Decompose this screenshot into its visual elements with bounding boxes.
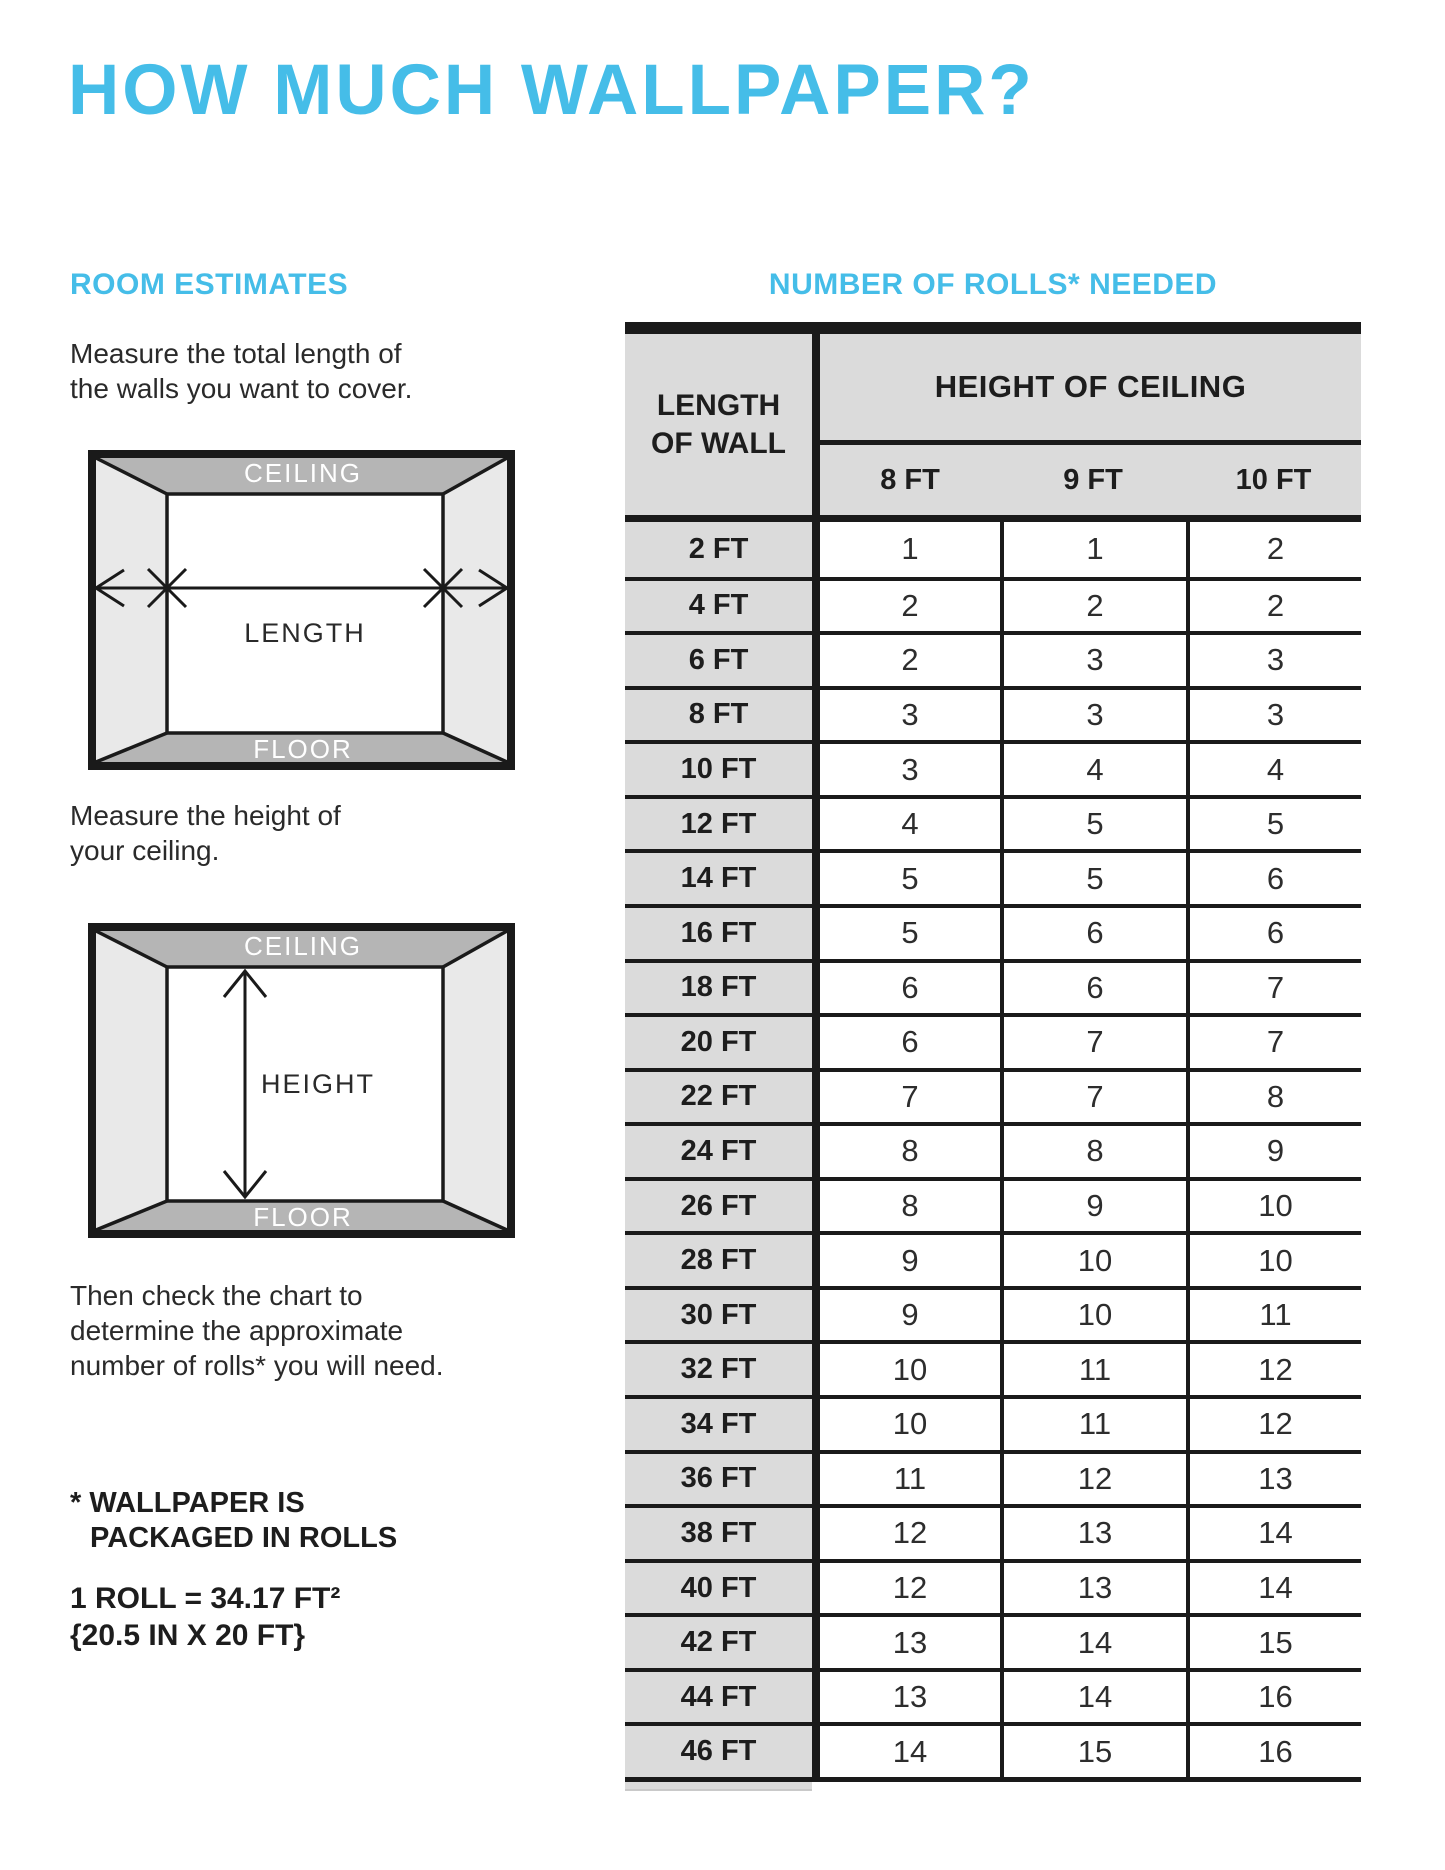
step3-instruction	[70, 1278, 444, 1383]
row-label-cell: 4 FT	[625, 581, 812, 632]
right-wall	[443, 931, 507, 1230]
column-divider	[812, 1017, 820, 1068]
value-cell: 4	[1186, 744, 1361, 795]
table-header	[625, 334, 1361, 515]
row-label-cell: 24 FT	[625, 1126, 812, 1177]
row-label-cell: 16 FT	[625, 908, 812, 959]
column-divider	[812, 853, 820, 904]
row-label-cell: 44 FT	[625, 1672, 812, 1723]
value-cell: 15	[1000, 1726, 1186, 1777]
value-cell: 8	[1000, 1126, 1186, 1177]
room-length-diagram	[88, 450, 515, 770]
value-cell: 10	[1000, 1290, 1186, 1341]
wallpaper-rolls-footnote	[70, 1486, 397, 1556]
value-cell: 12	[820, 1508, 1000, 1559]
column-divider	[812, 1181, 820, 1232]
column-divider	[812, 1563, 820, 1614]
value-cell: 9	[820, 1290, 1000, 1341]
right-wall	[443, 458, 507, 762]
roll-size-line1: 1 ROLL = 34.17 FT²	[70, 1582, 341, 1615]
value-cell: 3	[1000, 635, 1186, 686]
column-divider	[812, 963, 820, 1014]
column-divider	[812, 744, 820, 795]
table-row	[625, 795, 1361, 850]
table-row	[625, 1613, 1361, 1668]
table-top-border	[625, 322, 1361, 334]
footnote-line1: * WALLPAPER IS	[70, 1487, 305, 1519]
step3-line2: determine the approximate	[70, 1315, 404, 1346]
value-cell: 3	[1000, 690, 1186, 741]
column-divider	[812, 1617, 820, 1668]
value-cell: 4	[1000, 744, 1186, 795]
row-label-cell: 20 FT	[625, 1017, 812, 1068]
table-row	[625, 1504, 1361, 1559]
value-cell: 7	[1186, 963, 1361, 1014]
value-cell: 15	[1186, 1617, 1361, 1668]
value-cell: 7	[1000, 1017, 1186, 1068]
length-of-wall-line2: OF WALL	[651, 426, 786, 460]
value-cell: 13	[820, 1672, 1000, 1723]
value-cell: 14	[1000, 1672, 1186, 1723]
back-wall	[167, 494, 443, 733]
column-divider	[812, 1508, 820, 1559]
value-cell: 9	[820, 1235, 1000, 1286]
value-cell: 13	[1000, 1508, 1186, 1559]
value-cell: 10	[1000, 1235, 1186, 1286]
table-row	[625, 1068, 1361, 1123]
row-label-cell: 36 FT	[625, 1454, 812, 1505]
value-cell: 6	[1186, 908, 1361, 959]
step3-line3: number of rolls* you will need.	[70, 1350, 444, 1381]
step1-line1: Measure the total length of	[70, 338, 402, 369]
value-cell: 13	[1000, 1563, 1186, 1614]
value-cell: 12	[1000, 1454, 1186, 1505]
ceiling-height-header-group	[820, 334, 1361, 515]
value-cell: 4	[820, 799, 1000, 850]
table-row	[625, 686, 1361, 741]
column-divider	[812, 1126, 820, 1177]
column-divider	[812, 1072, 820, 1123]
value-cell: 7	[1000, 1072, 1186, 1123]
value-cell: 11	[1000, 1399, 1186, 1450]
value-cell: 14	[820, 1726, 1000, 1777]
floor-label: FLOOR	[253, 1202, 353, 1232]
col-header-8ft: 8 FT	[880, 463, 940, 496]
step2-instruction	[70, 798, 341, 868]
value-cell: 1	[1000, 522, 1186, 577]
table-row	[625, 904, 1361, 959]
value-cell: 3	[820, 690, 1000, 741]
column-headers-row	[820, 445, 1361, 515]
length-of-wall-line1: LENGTH	[656, 388, 781, 422]
row-label-cell: 10 FT	[625, 744, 812, 795]
value-cell: 5	[1000, 799, 1186, 850]
value-cell: 2	[820, 635, 1000, 686]
value-cell: 2	[1186, 522, 1361, 577]
height-label: HEIGHT	[260, 1069, 376, 1099]
value-cell: 12	[1186, 1399, 1361, 1450]
value-cell: 6	[1000, 963, 1186, 1014]
table-row	[625, 1177, 1361, 1232]
row-label-cell: 32 FT	[625, 1344, 812, 1395]
left-wall	[96, 931, 167, 1230]
roll-size-line2: {20.5 IN X 20 FT}	[70, 1619, 306, 1652]
row-label-cell: 2 FT	[625, 522, 812, 577]
value-cell: 6	[1186, 853, 1361, 904]
value-cell: 10	[1186, 1235, 1361, 1286]
label-column-foot-strip	[625, 1782, 812, 1791]
value-cell: 5	[1186, 799, 1361, 850]
value-cell: 10	[1186, 1181, 1361, 1232]
value-cell: 14	[1000, 1617, 1186, 1668]
column-divider	[812, 581, 820, 632]
row-label-cell: 8 FT	[625, 690, 812, 741]
length-of-wall-header	[625, 334, 812, 515]
value-cell: 3	[820, 744, 1000, 795]
value-cell: 3	[1186, 635, 1361, 686]
value-cell: 6	[820, 963, 1000, 1014]
value-cell: 6	[1000, 908, 1186, 959]
row-label-cell: 28 FT	[625, 1235, 812, 1286]
col-header-9ft: 9 FT	[1063, 463, 1123, 496]
ceiling-label: CEILING	[243, 458, 363, 488]
table-row	[625, 1450, 1361, 1505]
footnote-line2: PACKAGED IN ROLLS	[90, 1522, 398, 1554]
value-cell: 10	[820, 1399, 1000, 1450]
value-cell: 16	[1186, 1672, 1361, 1723]
value-cell: 11	[1000, 1344, 1186, 1395]
column-divider	[812, 522, 820, 577]
value-cell: 8	[1186, 1072, 1361, 1123]
value-cell: 2	[1000, 581, 1186, 632]
column-divider	[812, 1344, 820, 1395]
value-cell: 14	[1186, 1508, 1361, 1559]
row-label-cell: 6 FT	[625, 635, 812, 686]
room-estimates-heading: ROOM ESTIMATES	[70, 268, 349, 301]
step2-line2: your ceiling.	[70, 835, 220, 866]
header-bottom-border	[625, 515, 1361, 522]
step1-instruction	[70, 336, 412, 406]
value-cell: 10	[820, 1344, 1000, 1395]
table-row	[625, 740, 1361, 795]
row-label-cell: 14 FT	[625, 853, 812, 904]
row-label-cell: 18 FT	[625, 963, 812, 1014]
row-label-cell: 22 FT	[625, 1072, 812, 1123]
value-cell: 5	[820, 908, 1000, 959]
table-row	[625, 1340, 1361, 1395]
row-label-cell: 12 FT	[625, 799, 812, 850]
row-label-cell: 34 FT	[625, 1399, 812, 1450]
value-cell: 5	[820, 853, 1000, 904]
value-cell: 12	[1186, 1344, 1361, 1395]
value-cell: 7	[1186, 1017, 1361, 1068]
column-divider	[812, 1290, 820, 1341]
column-divider	[812, 799, 820, 850]
table-body	[625, 522, 1361, 1777]
value-cell: 16	[1186, 1726, 1361, 1777]
value-cell: 7	[820, 1072, 1000, 1123]
step1-line2: the walls you want to cover.	[70, 373, 413, 404]
value-cell: 14	[1186, 1563, 1361, 1614]
col-header-10ft: 10 FT	[1235, 463, 1312, 496]
column-divider	[812, 635, 820, 686]
table-row	[625, 959, 1361, 1014]
table-row	[625, 1013, 1361, 1068]
value-cell: 2	[820, 581, 1000, 632]
value-cell: 13	[820, 1617, 1000, 1668]
row-label-cell: 26 FT	[625, 1181, 812, 1232]
table-row	[625, 1395, 1361, 1450]
value-cell: 1	[820, 522, 1000, 577]
table-row	[625, 522, 1361, 577]
roll-size-info	[70, 1580, 340, 1654]
value-cell: 6	[820, 1017, 1000, 1068]
column-divider	[812, 1235, 820, 1286]
value-cell: 8	[820, 1181, 1000, 1232]
column-divider	[812, 1399, 820, 1450]
row-label-cell: 38 FT	[625, 1508, 812, 1559]
row-label-cell: 46 FT	[625, 1726, 812, 1777]
ceiling-label: CEILING	[243, 931, 363, 961]
table-row	[625, 1122, 1361, 1177]
value-cell: 12	[820, 1563, 1000, 1614]
column-divider	[812, 1454, 820, 1505]
table-row	[625, 1286, 1361, 1341]
row-label-cell: 30 FT	[625, 1290, 812, 1341]
room-height-diagram	[88, 923, 515, 1238]
value-cell: 5	[1000, 853, 1186, 904]
table-row	[625, 1668, 1361, 1723]
rolls-needed-heading: NUMBER OF ROLLS* NEEDED	[768, 268, 1218, 301]
table-row	[625, 631, 1361, 686]
floor-label: FLOOR	[253, 734, 353, 764]
table-row	[625, 577, 1361, 632]
column-divider	[812, 690, 820, 741]
column-divider	[812, 1726, 820, 1777]
column-divider	[812, 1672, 820, 1723]
table-row	[625, 849, 1361, 904]
value-cell: 8	[820, 1126, 1000, 1177]
step3-line1: Then check the chart to	[70, 1280, 363, 1311]
step2-line1: Measure the height of	[70, 800, 341, 831]
table-row	[625, 1722, 1361, 1777]
row-label-cell: 40 FT	[625, 1563, 812, 1614]
value-cell: 9	[1000, 1181, 1186, 1232]
value-cell: 11	[1186, 1290, 1361, 1341]
value-cell: 2	[1186, 581, 1361, 632]
column-divider	[812, 334, 820, 515]
length-label: LENGTH	[244, 618, 366, 648]
height-of-ceiling-header: HEIGHT OF CEILING	[820, 334, 1361, 440]
page-title: HOW MUCH WALLPAPER?	[68, 51, 1035, 130]
left-wall	[96, 458, 167, 762]
table-row	[625, 1231, 1361, 1286]
row-label-cell: 42 FT	[625, 1617, 812, 1668]
table-row	[625, 1559, 1361, 1614]
value-cell: 3	[1186, 690, 1361, 741]
value-cell: 13	[1186, 1454, 1361, 1505]
column-divider	[812, 908, 820, 959]
value-cell: 11	[820, 1454, 1000, 1505]
value-cell: 9	[1186, 1126, 1361, 1177]
